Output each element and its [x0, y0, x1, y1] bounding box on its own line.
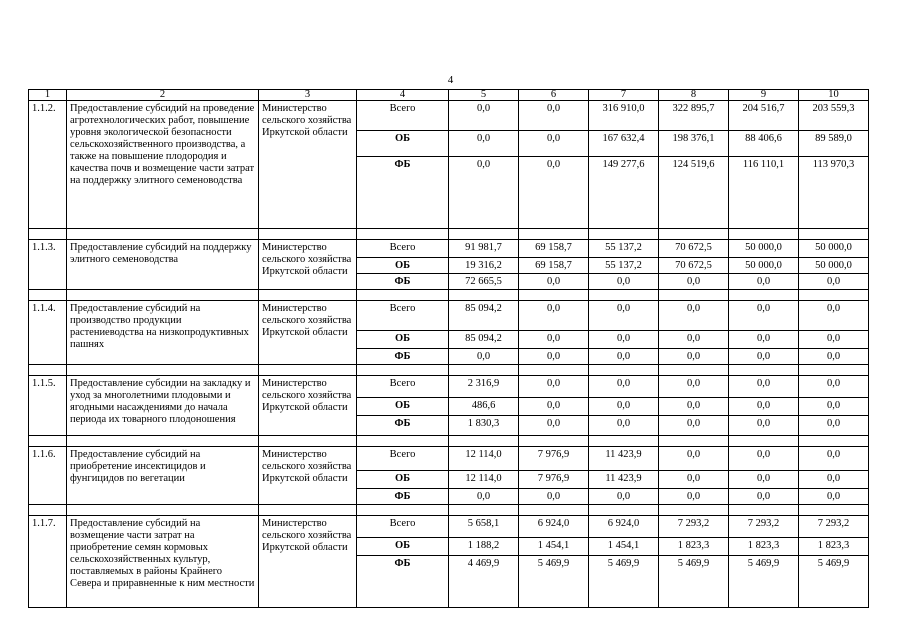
column-header: 9 [729, 90, 799, 101]
amount-cell: 0,0 [729, 489, 799, 505]
budget-table-container [28, 89, 868, 608]
page-number: 4 [447, 74, 454, 86]
separator-cell [589, 505, 659, 516]
item-number: 1.1.4. [29, 301, 67, 365]
item-number: 1.1.7. [29, 516, 67, 608]
separator-row [29, 436, 869, 447]
item-name: Предоставление субсидий на возмещение части затрат на приобретение семян кормовых сельскохозяйственных культур, поставляемых в районы Крайнего Севера и приравненные к ним местности [67, 516, 259, 608]
column-header: 10 [799, 90, 869, 101]
budget-table [28, 89, 869, 608]
separator-cell [659, 365, 729, 376]
separator-cell [67, 436, 259, 447]
amount-cell: 6 924,0 [519, 516, 589, 538]
amount-cell: 0,0 [799, 274, 869, 290]
separator-cell [799, 436, 869, 447]
amount-cell: 0,0 [449, 101, 519, 131]
amount-cell: 0,0 [729, 301, 799, 331]
separator-cell [589, 290, 659, 301]
item-executor: Министерство сельского хозяйства Иркутской области [259, 376, 357, 436]
amount-cell: 116 110,1 [729, 157, 799, 229]
amount-cell: 5 469,9 [519, 556, 589, 608]
amount-cell: 0,0 [799, 376, 869, 398]
amount-cell: 149 277,6 [589, 157, 659, 229]
separator-cell [799, 365, 869, 376]
separator-cell [259, 365, 357, 376]
amount-cell: 0,0 [519, 274, 589, 290]
column-header: 2 [67, 90, 259, 101]
separator-cell [729, 365, 799, 376]
separator-cell [729, 290, 799, 301]
amount-cell: 85 094,2 [449, 331, 519, 349]
separator-cell [357, 505, 449, 516]
amount-cell: 0,0 [799, 471, 869, 489]
amount-cell: 1 454,1 [589, 538, 659, 556]
amount-cell: 316 910,0 [589, 101, 659, 131]
amount-cell: 7 293,2 [799, 516, 869, 538]
separator-cell [659, 505, 729, 516]
separator-cell [799, 229, 869, 240]
funding-source: ОБ [357, 331, 449, 349]
separator-cell [729, 229, 799, 240]
item-name: Предоставление субсидий на производство продукции растениеводства на низкопродуктивных пашнях [67, 301, 259, 365]
amount-cell: 0,0 [449, 489, 519, 505]
amount-cell: 7 976,9 [519, 447, 589, 471]
funding-source: ФБ [357, 489, 449, 505]
separator-cell [259, 505, 357, 516]
funding-source: ОБ [357, 398, 449, 416]
item-number: 1.1.6. [29, 447, 67, 505]
amount-cell: 0,0 [589, 331, 659, 349]
amount-cell: 0,0 [729, 274, 799, 290]
amount-cell: 0,0 [729, 471, 799, 489]
amount-cell: 12 114,0 [449, 447, 519, 471]
table-row [29, 301, 869, 331]
amount-cell: 0,0 [519, 331, 589, 349]
separator-cell [67, 365, 259, 376]
amount-cell: 50 000,0 [799, 258, 869, 274]
funding-source: Всего [357, 447, 449, 471]
separator-cell [67, 290, 259, 301]
amount-cell: 0,0 [729, 331, 799, 349]
amount-cell: 1 823,3 [799, 538, 869, 556]
amount-cell: 0,0 [659, 301, 729, 331]
amount-cell: 198 376,1 [659, 131, 729, 157]
funding-source: ОБ [357, 131, 449, 157]
amount-cell: 19 316,2 [449, 258, 519, 274]
separator-cell [799, 290, 869, 301]
amount-cell: 0,0 [449, 131, 519, 157]
amount-cell: 0,0 [799, 349, 869, 365]
amount-cell: 167 632,4 [589, 131, 659, 157]
separator-cell [519, 365, 589, 376]
separator-cell [519, 505, 589, 516]
amount-cell: 0,0 [519, 398, 589, 416]
amount-cell: 50 000,0 [799, 240, 869, 258]
amount-cell: 0,0 [519, 131, 589, 157]
table-row [29, 376, 869, 398]
separator-row [29, 365, 869, 376]
amount-cell: 0,0 [659, 447, 729, 471]
separator-cell [449, 229, 519, 240]
funding-source: ФБ [357, 556, 449, 608]
amount-cell: 0,0 [799, 398, 869, 416]
amount-cell: 0,0 [729, 398, 799, 416]
amount-cell: 0,0 [799, 489, 869, 505]
amount-cell: 0,0 [799, 301, 869, 331]
amount-cell: 50 000,0 [729, 258, 799, 274]
separator-cell [67, 505, 259, 516]
amount-cell: 85 094,2 [449, 301, 519, 331]
item-executor: Министерство сельского хозяйства Иркутской области [259, 447, 357, 505]
separator-cell [659, 290, 729, 301]
separator-cell [519, 290, 589, 301]
separator-cell [29, 290, 67, 301]
amount-cell: 91 981,7 [449, 240, 519, 258]
amount-cell: 0,0 [519, 101, 589, 131]
table-row [29, 101, 869, 131]
amount-cell: 0,0 [589, 398, 659, 416]
column-header: 1 [29, 90, 67, 101]
item-number: 1.1.3. [29, 240, 67, 290]
amount-cell: 1 830,3 [449, 416, 519, 436]
amount-cell: 0,0 [589, 301, 659, 331]
amount-cell: 124 519,6 [659, 157, 729, 229]
amount-cell: 0,0 [659, 349, 729, 365]
amount-cell: 0,0 [519, 157, 589, 229]
amount-cell: 0,0 [589, 416, 659, 436]
amount-cell: 0,0 [659, 274, 729, 290]
amount-cell: 70 672,5 [659, 240, 729, 258]
amount-cell: 113 970,3 [799, 157, 869, 229]
separator-cell [259, 229, 357, 240]
amount-cell: 5 469,9 [799, 556, 869, 608]
separator-cell [259, 290, 357, 301]
separator-row [29, 505, 869, 516]
separator-cell [449, 436, 519, 447]
amount-cell: 11 423,9 [589, 471, 659, 489]
column-header: 8 [659, 90, 729, 101]
amount-cell: 0,0 [729, 349, 799, 365]
item-executor: Министерство сельского хозяйства Иркутской области [259, 240, 357, 290]
amount-cell: 0,0 [729, 447, 799, 471]
amount-cell: 0,0 [519, 349, 589, 365]
separator-cell [659, 229, 729, 240]
amount-cell: 0,0 [589, 376, 659, 398]
separator-cell [29, 229, 67, 240]
funding-source: Всего [357, 101, 449, 131]
amount-cell: 0,0 [799, 447, 869, 471]
funding-source: Всего [357, 301, 449, 331]
amount-cell: 0,0 [519, 376, 589, 398]
amount-cell: 7 293,2 [659, 516, 729, 538]
funding-source: Всего [357, 240, 449, 258]
funding-source: ОБ [357, 538, 449, 556]
separator-cell [357, 436, 449, 447]
amount-cell: 0,0 [659, 471, 729, 489]
funding-source: ОБ [357, 258, 449, 274]
amount-cell: 0,0 [449, 349, 519, 365]
amount-cell: 50 000,0 [729, 240, 799, 258]
amount-cell: 1 823,3 [659, 538, 729, 556]
separator-cell [589, 436, 659, 447]
amount-cell: 5 469,9 [589, 556, 659, 608]
item-executor: Министерство сельского хозяйства Иркутской области [259, 516, 357, 608]
funding-source: ФБ [357, 274, 449, 290]
separator-cell [729, 505, 799, 516]
amount-cell: 1 188,2 [449, 538, 519, 556]
table-row [29, 447, 869, 471]
amount-cell: 69 158,7 [519, 240, 589, 258]
column-number-header [29, 90, 869, 101]
separator-cell [29, 436, 67, 447]
amount-cell: 0,0 [799, 331, 869, 349]
separator-cell [449, 365, 519, 376]
separator-cell [589, 365, 659, 376]
separator-cell [357, 290, 449, 301]
amount-cell: 6 924,0 [589, 516, 659, 538]
funding-source: Всего [357, 516, 449, 538]
amount-cell: 0,0 [519, 301, 589, 331]
amount-cell: 0,0 [519, 489, 589, 505]
funding-source: Всего [357, 376, 449, 398]
item-executor: Министерство сельского хозяйства Иркутской области [259, 301, 357, 365]
amount-cell: 1 823,3 [729, 538, 799, 556]
funding-source: ОБ [357, 471, 449, 489]
amount-cell: 2 316,9 [449, 376, 519, 398]
table-row [29, 516, 869, 538]
item-name: Предоставление субсидий на приобретение инсектицидов и фунгицидов по вегетации [67, 447, 259, 505]
amount-cell: 0,0 [659, 398, 729, 416]
separator-cell [519, 436, 589, 447]
funding-source: ФБ [357, 416, 449, 436]
amount-cell: 0,0 [729, 376, 799, 398]
amount-cell: 0,0 [659, 489, 729, 505]
item-number: 1.1.5. [29, 376, 67, 436]
amount-cell: 7 293,2 [729, 516, 799, 538]
item-executor: Министерство сельского хозяйства Иркутской области [259, 101, 357, 229]
separator-cell [67, 229, 259, 240]
amount-cell: 0,0 [659, 376, 729, 398]
amount-cell: 203 559,3 [799, 101, 869, 131]
amount-cell: 0,0 [799, 416, 869, 436]
amount-cell: 5 469,9 [729, 556, 799, 608]
amount-cell: 4 469,9 [449, 556, 519, 608]
separator-cell [449, 290, 519, 301]
separator-cell [259, 436, 357, 447]
item-name: Предоставление субсидий на поддержку элитного семеноводства [67, 240, 259, 290]
amount-cell: 70 672,5 [659, 258, 729, 274]
table-row [29, 240, 869, 258]
amount-cell: 55 137,2 [589, 240, 659, 258]
amount-cell: 486,6 [449, 398, 519, 416]
separator-row [29, 229, 869, 240]
amount-cell: 0,0 [659, 331, 729, 349]
amount-cell: 72 665,5 [449, 274, 519, 290]
table-body [29, 101, 869, 608]
separator-cell [29, 365, 67, 376]
amount-cell: 5 469,9 [659, 556, 729, 608]
item-name: Предоставление субсидий на проведение агротехнологических работ, повышение уровня экологической безопасности сельскохозяйственного производства, а также на повышение плодородия и качества почв и возмещение части затрат на поддержку элитного семеноводства [67, 101, 259, 229]
amount-cell: 12 114,0 [449, 471, 519, 489]
separator-cell [449, 505, 519, 516]
funding-source: ФБ [357, 157, 449, 229]
amount-cell: 0,0 [589, 274, 659, 290]
column-header: 4 [357, 90, 449, 101]
separator-cell [357, 229, 449, 240]
amount-cell: 0,0 [449, 157, 519, 229]
amount-cell: 0,0 [659, 416, 729, 436]
separator-cell [659, 436, 729, 447]
separator-cell [357, 365, 449, 376]
amount-cell: 89 589,0 [799, 131, 869, 157]
item-number: 1.1.2. [29, 101, 67, 229]
separator-cell [729, 436, 799, 447]
amount-cell: 5 658,1 [449, 516, 519, 538]
amount-cell: 7 976,9 [519, 471, 589, 489]
column-header: 3 [259, 90, 357, 101]
amount-cell: 0,0 [729, 416, 799, 436]
amount-cell: 69 158,7 [519, 258, 589, 274]
amount-cell: 11 423,9 [589, 447, 659, 471]
amount-cell: 1 454,1 [519, 538, 589, 556]
amount-cell: 88 406,6 [729, 131, 799, 157]
amount-cell: 0,0 [519, 416, 589, 436]
amount-cell: 55 137,2 [589, 258, 659, 274]
amount-cell: 322 895,7 [659, 101, 729, 131]
amount-cell: 204 516,7 [729, 101, 799, 131]
item-name: Предоставление субсидии на закладку и уход за многолетними плодовыми и ягодными насаждениями до начала периода их товарного плодоношения [67, 376, 259, 436]
separator-cell [799, 505, 869, 516]
separator-row [29, 290, 869, 301]
separator-cell [29, 505, 67, 516]
column-header: 7 [589, 90, 659, 101]
amount-cell: 0,0 [589, 349, 659, 365]
separator-cell [589, 229, 659, 240]
funding-source: ФБ [357, 349, 449, 365]
amount-cell: 0,0 [589, 489, 659, 505]
column-header: 5 [449, 90, 519, 101]
separator-cell [519, 229, 589, 240]
column-header: 6 [519, 90, 589, 101]
